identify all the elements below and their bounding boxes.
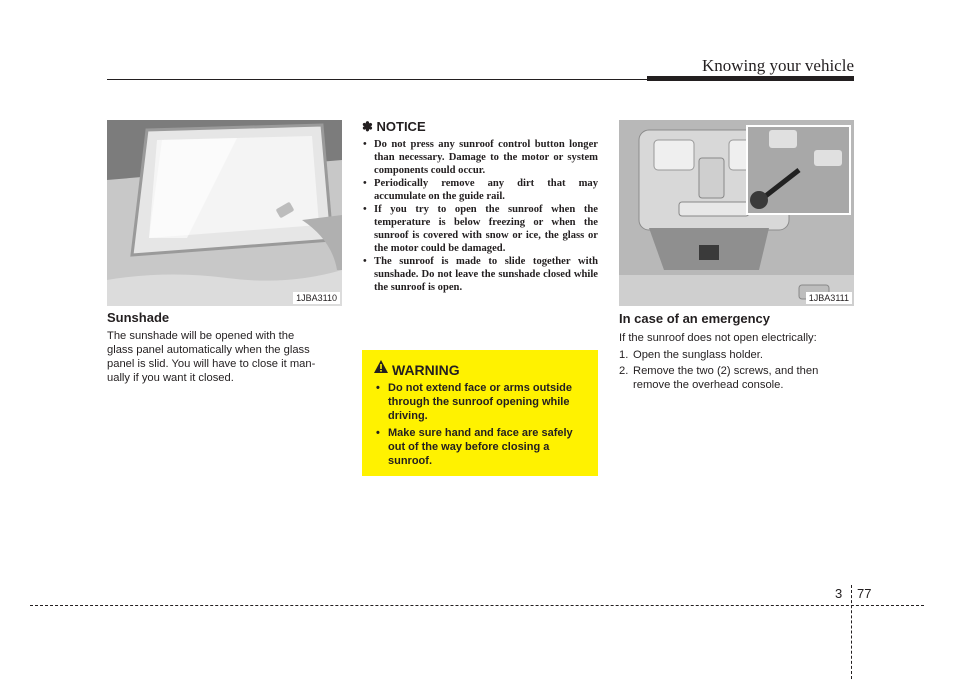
emergency-heading: In case of an emergency <box>619 311 771 326</box>
chapter-number: 3 <box>835 586 843 601</box>
text-line: panel is slid. You will have to close it man- <box>107 358 316 370</box>
warning-triangle-icon <box>374 360 388 373</box>
sunshade-text <box>107 329 343 385</box>
header-rule <box>107 79 647 80</box>
notice-heading: ✽ NOTICE <box>362 119 426 134</box>
footer-divider <box>851 585 852 679</box>
section-header-title: Knowing your vehicle <box>701 56 854 75</box>
warning-item: • Do not extend face or arms outside through the sunroof opening while driving. <box>374 381 590 423</box>
step-text: Remove the two (2) screws, and then remove the overhead console. <box>633 365 819 391</box>
footer-rule <box>30 605 924 606</box>
warning-list <box>374 381 590 471</box>
text-line: glass panel automatically when the glass <box>107 344 310 356</box>
notice-list <box>362 138 598 294</box>
notice-item: • Do not press any sunroof control button longer than necessary. Damage to the motor or system components could occur. <box>362 138 598 177</box>
step-number: 1. <box>619 349 629 361</box>
overhead-console-photo <box>619 120 854 306</box>
sunroof-interior-illustration <box>107 120 342 306</box>
warning-box <box>362 350 598 476</box>
sunshade-heading: Sunshade <box>107 310 170 325</box>
image-reference-label: 1JBA3110 <box>293 292 340 304</box>
notice-item: • The sunroof is made to slide together with sunshade. Do not leave the sunshade closed while the sunroof is open. <box>362 255 598 294</box>
header-rule-accent <box>647 76 854 81</box>
notice-item: • If you try to open the sunroof when the temperature is below freezing or when the sunroof is covered with snow or ice, the glass or the motor could be damaged. <box>362 203 598 255</box>
overhead-console-illustration <box>619 120 854 306</box>
text-line: ually if you want it closed. <box>107 372 234 384</box>
step-item <box>619 364 855 392</box>
step-item <box>619 348 855 362</box>
warning-item: • Make sure hand and face are safely out of the way before closing a sunroof. <box>374 426 590 468</box>
notice-item: • Periodically remove any dirt that may accumulate on the guide rail. <box>362 177 598 203</box>
step-text: Open the sunglass holder. <box>633 349 763 361</box>
page-number: 77 <box>857 586 872 601</box>
step-number: 2. <box>619 365 629 377</box>
warning-title: WARNING <box>392 362 460 378</box>
image-reference-label: 1JBA3111 <box>806 292 852 304</box>
emergency-steps <box>619 348 855 394</box>
emergency-intro: If the sunroof does not open electrically: <box>619 332 817 344</box>
sunshade-photo <box>107 120 342 306</box>
text-line: The sunshade will be opened with the <box>107 330 295 342</box>
